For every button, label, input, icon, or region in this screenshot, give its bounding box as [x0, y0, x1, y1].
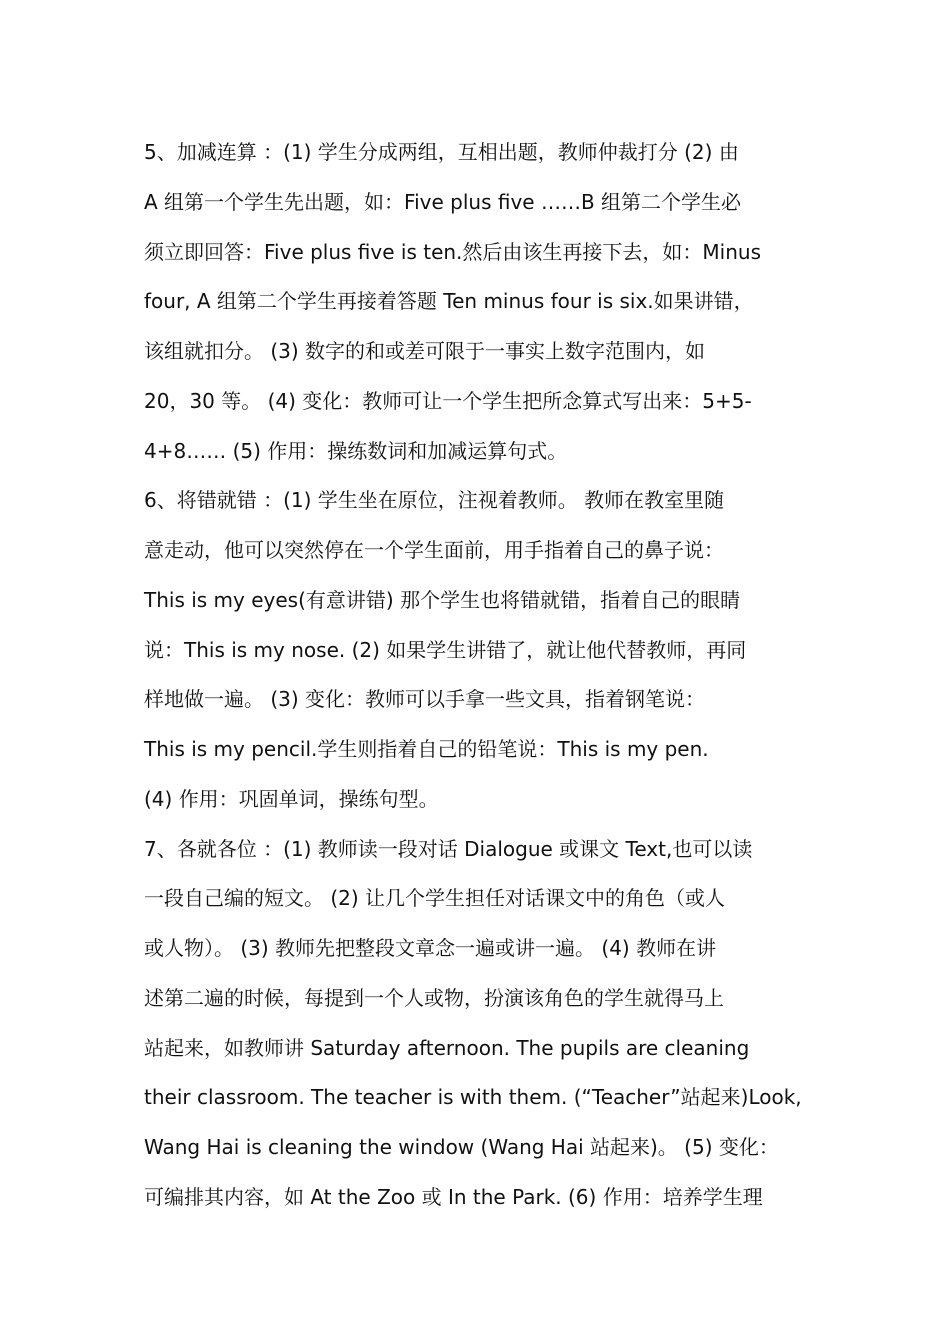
text-line: 一段自己编的短文。 (2) 让几个学生担任对话课文中的角色（或人	[144, 886, 726, 911]
text-line: four, A 组第二个学生再接着答题 Ten minus four is six.如果讲错，	[144, 289, 754, 314]
text-line: 可编排其内容，如 At the Zoo 或 In the Park. (6) 作用：培养学生理	[144, 1184, 763, 1209]
text-line: 说：This is my nose. (2) 如果学生讲错了，就让他代替教师，再同	[144, 637, 747, 662]
text-line: 须立即回答：Five plus five is ten.然后由该生再接下去，如：Minus	[144, 239, 762, 264]
text-line: This is my pencil.学生则指着自己的铅笔说：This is my pen.	[144, 737, 709, 761]
body-text	[144, 128, 824, 1223]
text-line: 4+8…… (5) 作用：操练数词和加减运算句式。	[144, 438, 568, 463]
text-line: 7、各就各位 ：(1) 教师读一段对话 Dialogue 或课文 Text,也可以读	[144, 836, 753, 861]
text-line: (4) 作用：巩固单词，操练句型。	[144, 786, 439, 811]
text-line: 5、加减连算 ：(1) 学生分成两组，互相出题，教师仲裁打分 (2) 由	[144, 140, 739, 164]
text-line: 述第二遍的时候，每提到一个人或物，扮演该角色的学生就得马上	[144, 985, 724, 1010]
text-line: This is my eyes(有意讲错) 那个学生也将错就错，指着自己的眼睛	[144, 587, 741, 612]
text-line: 样地做一遍。 (3) 变化：教师可以手拿一些文具，指着钢笔说：	[144, 687, 706, 712]
text-line: 该组就扣分。 (3) 数字的和或差可限于一事实上数字范围内，如	[144, 339, 706, 363]
text-line: Wang Hai is cleaning the window (Wang Hai 站起来)。 (5) 变化：	[144, 1135, 779, 1159]
text-line: their classroom. The teacher is with them. (“Teacher”站起来)Look,	[144, 1085, 802, 1110]
text-line: A 组第一个学生先出题，如：Five plus five ……B 组第二个学生必	[144, 189, 742, 214]
text-line: 意走动，他可以突然停在一个学生面前，用手指着自己的鼻子说：	[144, 538, 724, 562]
text-line: 20，30 等。 (4) 变化：教师可让一个学生把所念算式写出来：5+5-	[144, 388, 752, 413]
text-line: 6、将错就错 ：(1) 学生坐在原位，注视着教师。 教师在教室里随	[144, 488, 725, 513]
text-line: 或人物）。 (3) 教师先把整段文章念一遍或讲一遍。 (4) 教师在讲	[144, 936, 717, 960]
text-line: 站起来，如教师讲 Saturday afternoon. The pupils are cleaning	[144, 1035, 750, 1060]
